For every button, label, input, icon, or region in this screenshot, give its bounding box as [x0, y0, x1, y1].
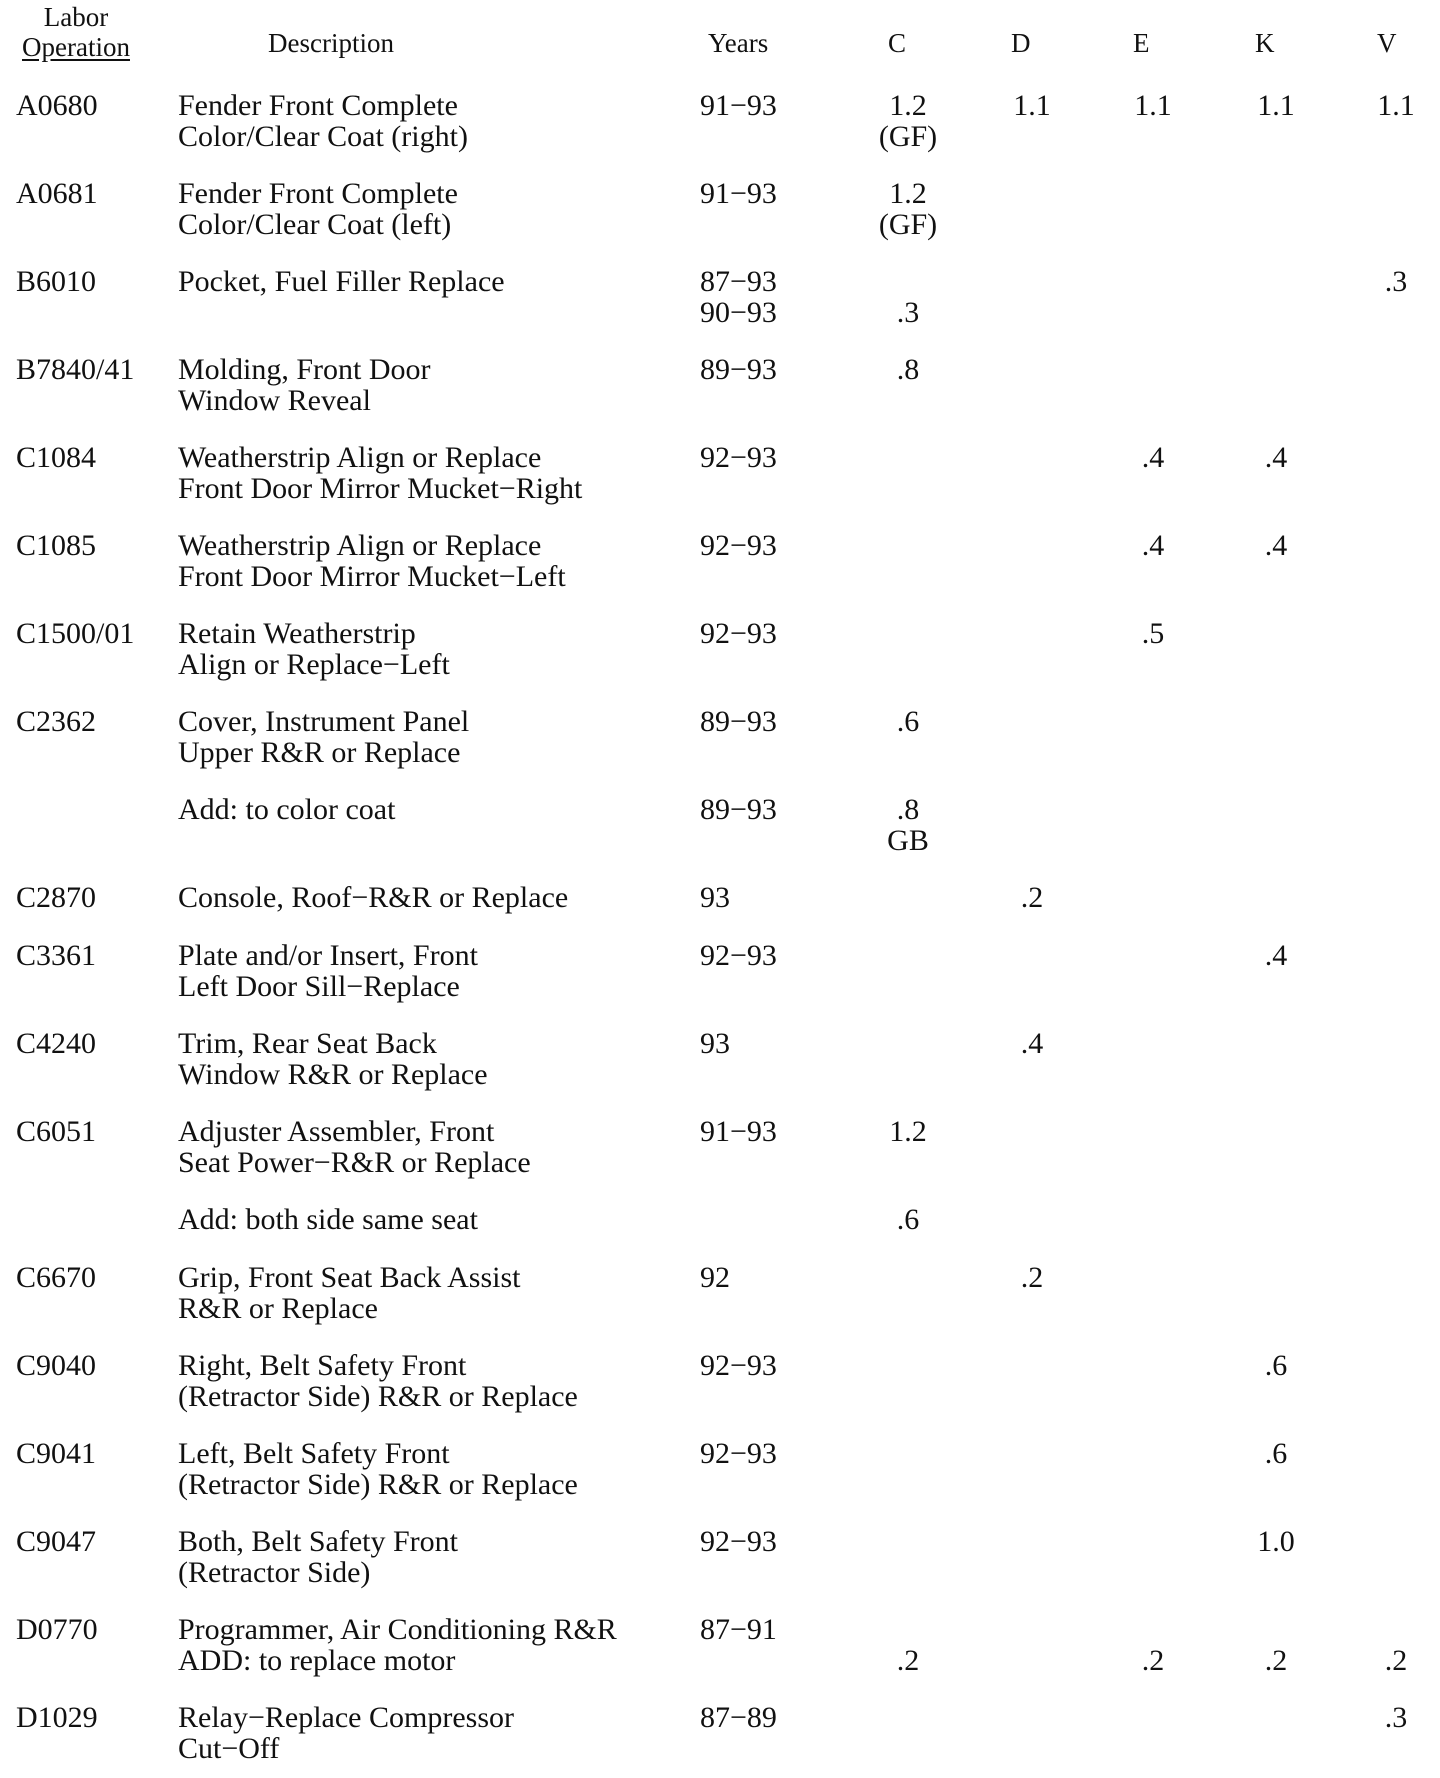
value-c-line: .6: [896, 705, 920, 738]
value-v-line: 1.1: [1377, 89, 1415, 122]
value-d-line: .4: [1020, 1027, 1044, 1060]
labor-op-code: C9040: [16, 1349, 97, 1382]
years-line: 91−93: [700, 177, 777, 210]
years: [700, 882, 730, 913]
header-col-k: K: [1255, 28, 1275, 58]
value-e-line: .4: [1141, 529, 1165, 562]
years-line: 92−93: [700, 1525, 777, 1558]
value-k: [1221, 530, 1331, 561]
years-line: 92−93: [700, 529, 777, 562]
description-line: Adjuster Assembler, Front: [178, 1115, 495, 1148]
years-line: 87−89: [700, 1701, 777, 1734]
years: [700, 354, 777, 385]
description-line: Add: both side same seat: [178, 1203, 478, 1236]
value-v-line: .3: [1384, 1701, 1408, 1734]
header-labor-operation: [6, 2, 146, 62]
value-e-line: [1098, 1614, 1208, 1645]
years-line: 87−91: [700, 1613, 777, 1646]
value-e: [1098, 90, 1208, 121]
value-k: [1221, 90, 1331, 121]
description-line: Relay−Replace Compressor: [178, 1701, 514, 1734]
value-c-line: (GF): [878, 208, 938, 241]
value-c-line: (GF): [878, 120, 938, 153]
value-v-line: .3: [1384, 265, 1408, 298]
description-line: Front Door Mirror Mucket−Right: [178, 472, 583, 505]
years-line: 90−93: [700, 296, 777, 329]
years-line: 91−93: [700, 1115, 777, 1148]
years: [700, 794, 777, 825]
description-line: Front Door Mirror Mucket−Left: [178, 560, 566, 593]
description-line: Trim, Rear Seat Back: [178, 1027, 437, 1060]
years: [700, 1614, 777, 1645]
description: [178, 1204, 478, 1235]
years-line: 87−93: [700, 265, 777, 298]
value-d: [977, 1262, 1087, 1293]
description: [178, 618, 450, 680]
years: [700, 178, 777, 209]
years: [700, 530, 777, 561]
labor-op-code: C9047: [16, 1525, 97, 1558]
years: [700, 1526, 777, 1557]
value-c-line: 1.2: [889, 1115, 927, 1148]
value-k: [1221, 1438, 1331, 1469]
labor-op-code: C1500/01: [16, 617, 135, 650]
header-labor-top: Labor: [43, 2, 109, 32]
description-line: Programmer, Air Conditioning R&R: [178, 1613, 617, 1646]
description: [178, 530, 566, 592]
value-e-line: .4: [1141, 441, 1165, 474]
description: [178, 1350, 578, 1412]
description-line: R&R or Replace: [178, 1292, 378, 1325]
value-e: [1098, 530, 1208, 561]
value-v: [1341, 266, 1440, 297]
description-line: Retain Weatherstrip: [178, 617, 416, 650]
description-line: Cover, Instrument Panel: [178, 705, 470, 738]
description-line: Console, Roof−R&R or Replace: [178, 881, 569, 914]
labor-op-code: D1029: [16, 1701, 98, 1734]
description-line: Add: to color coat: [178, 793, 396, 826]
value-c: [853, 794, 963, 856]
value-k-line: [1221, 1614, 1331, 1645]
years: [700, 442, 777, 473]
value-k: [1221, 940, 1331, 971]
description: [178, 706, 469, 768]
value-c-line: .8: [896, 793, 920, 826]
years: [700, 1350, 777, 1381]
value-e-line: .5: [1141, 617, 1165, 650]
years: [700, 706, 777, 737]
description-line: (Retractor Side) R&R or Replace: [178, 1468, 578, 1501]
years-line: 89−93: [700, 353, 777, 386]
value-k: [1221, 442, 1331, 473]
value-k-line: .4: [1264, 441, 1288, 474]
labor-op-code: C4240: [16, 1027, 97, 1060]
labor-op-code: C1084: [16, 441, 97, 474]
description-line: (Retractor Side) R&R or Replace: [178, 1380, 578, 1413]
labor-op-code: C2362: [16, 705, 97, 738]
description: [178, 178, 458, 240]
value-k-line: .2: [1264, 1644, 1288, 1677]
description: [178, 1614, 617, 1676]
labor-op-code: C6670: [16, 1261, 97, 1294]
value-d-line: .2: [1020, 881, 1044, 914]
value-k-line: 1.1: [1257, 89, 1295, 122]
years-line: 93: [700, 1027, 730, 1060]
value-c-line: 1.2: [889, 89, 927, 122]
description-line: Fender Front Complete: [178, 177, 458, 210]
labor-op-code: A0681: [16, 177, 98, 210]
description-line: Weatherstrip Align or Replace: [178, 441, 542, 474]
value-e: [1098, 442, 1208, 473]
labor-op-code: C9041: [16, 1437, 97, 1470]
description: [178, 940, 478, 1002]
value-c: [853, 354, 963, 385]
value-c: [853, 1116, 963, 1147]
years-line: 92: [700, 1261, 730, 1294]
header-col-d: D: [1011, 28, 1031, 58]
header-col-c: C: [888, 28, 907, 58]
header-labor-bottom: Operation: [22, 32, 130, 62]
description-line: Left Door Sill−Replace: [178, 970, 460, 1003]
value-c-line: .2: [896, 1644, 920, 1677]
labor-op-code: C3361: [16, 939, 97, 972]
value-v: [1341, 90, 1440, 121]
years: [700, 1702, 777, 1733]
description-line: Grip, Front Seat Back Assist: [178, 1261, 521, 1294]
years: [700, 1028, 730, 1059]
labor-op-code: A0680: [16, 89, 98, 122]
value-v-line: [1341, 1614, 1440, 1645]
years: [700, 1438, 777, 1469]
labor-op-code: C1085: [16, 529, 97, 562]
value-d-line: .2: [1020, 1261, 1044, 1294]
years: [700, 1116, 777, 1147]
description-line: Fender Front Complete: [178, 89, 458, 122]
years: [700, 1262, 730, 1293]
description-line: Plate and/or Insert, Front: [178, 939, 478, 972]
value-k-line: 1.0: [1257, 1525, 1295, 1558]
description: [178, 354, 431, 416]
description-line: Upper R&R or Replace: [178, 736, 461, 769]
years-line: 92−93: [700, 617, 777, 650]
description-line: Pocket, Fuel Filler Replace: [178, 265, 505, 298]
description-line: Window R&R or Replace: [178, 1058, 488, 1091]
value-d: [977, 882, 1087, 913]
description-line: Cut−Off: [178, 1732, 280, 1765]
description-line: Weatherstrip Align or Replace: [178, 529, 542, 562]
description-line: Molding, Front Door: [178, 353, 431, 386]
years-line: 89−93: [700, 705, 777, 738]
description-line: Both, Belt Safety Front: [178, 1525, 458, 1558]
header-description: Description: [268, 28, 394, 58]
labor-op-code: C6051: [16, 1115, 97, 1148]
value-c: [853, 90, 963, 152]
value-k-line: .6: [1264, 1437, 1288, 1470]
description: [178, 1702, 514, 1764]
value-c: [853, 1614, 963, 1676]
labor-op-code: C2870: [16, 881, 97, 914]
description: [178, 442, 582, 504]
value-k: [1221, 1614, 1331, 1676]
years: [700, 940, 777, 971]
labor-op-code: D0770: [16, 1613, 98, 1646]
description: [178, 1526, 458, 1588]
value-c: [853, 706, 963, 737]
description: [178, 266, 505, 297]
value-c-line: [853, 1614, 963, 1645]
value-c-line: 1.2: [889, 177, 927, 210]
value-c: [853, 178, 963, 240]
description-line: (Retractor Side): [178, 1556, 371, 1589]
value-k-line: .6: [1264, 1349, 1288, 1382]
description-line: Left, Belt Safety Front: [178, 1437, 450, 1470]
description-line: ADD: to replace motor: [178, 1644, 456, 1677]
description-line: Align or Replace−Left: [178, 648, 450, 681]
description-line: Right, Belt Safety Front: [178, 1349, 467, 1382]
value-k-line: .4: [1264, 939, 1288, 972]
value-d-line: 1.1: [1013, 89, 1051, 122]
description-line: Seat Power−R&R or Replace: [178, 1146, 531, 1179]
value-v: [1341, 1614, 1440, 1676]
years-line: 92−93: [700, 939, 777, 972]
value-c-line: [853, 266, 963, 297]
value-e: [1098, 618, 1208, 649]
years: [700, 618, 777, 649]
value-c-line: .3: [896, 296, 920, 329]
description: [178, 1262, 521, 1324]
value-c-line: GB: [887, 824, 929, 857]
description-line: Window Reveal: [178, 384, 371, 417]
value-k-line: .4: [1264, 529, 1288, 562]
value-e: [1098, 1614, 1208, 1676]
value-c-line: .8: [896, 353, 920, 386]
labor-op-code: B6010: [16, 265, 97, 298]
value-k: [1221, 1526, 1331, 1557]
value-c: [853, 1204, 963, 1235]
description-line: Color/Clear Coat (right): [178, 120, 468, 153]
value-e-line: 1.1: [1134, 89, 1172, 122]
value-v-line: .2: [1384, 1644, 1408, 1677]
description: [178, 882, 568, 913]
years-line: 92−93: [700, 1437, 777, 1470]
years-line: 91−93: [700, 89, 777, 122]
years-line: 89−93: [700, 793, 777, 826]
value-v: [1341, 1702, 1440, 1733]
years: [700, 90, 777, 121]
value-k: [1221, 1350, 1331, 1381]
value-e-line: .2: [1141, 1644, 1165, 1677]
description: [178, 1438, 578, 1500]
value-d: [977, 1028, 1087, 1059]
years-line: 92−93: [700, 1349, 777, 1382]
description-line: Color/Clear Coat (left): [178, 208, 452, 241]
years-line: 93: [700, 881, 730, 914]
value-c: [853, 266, 963, 328]
header-col-e: E: [1133, 28, 1150, 58]
years: [700, 266, 777, 328]
labor-op-code: B7840/41: [16, 353, 135, 386]
description: [178, 90, 468, 152]
description: [178, 1116, 531, 1178]
header-col-v: V: [1377, 28, 1397, 58]
value-d: [977, 90, 1087, 121]
header-years: Years: [708, 28, 769, 58]
years-line: 92−93: [700, 441, 777, 474]
value-c-line: .6: [896, 1203, 920, 1236]
description: [178, 1028, 488, 1090]
description: [178, 794, 395, 825]
